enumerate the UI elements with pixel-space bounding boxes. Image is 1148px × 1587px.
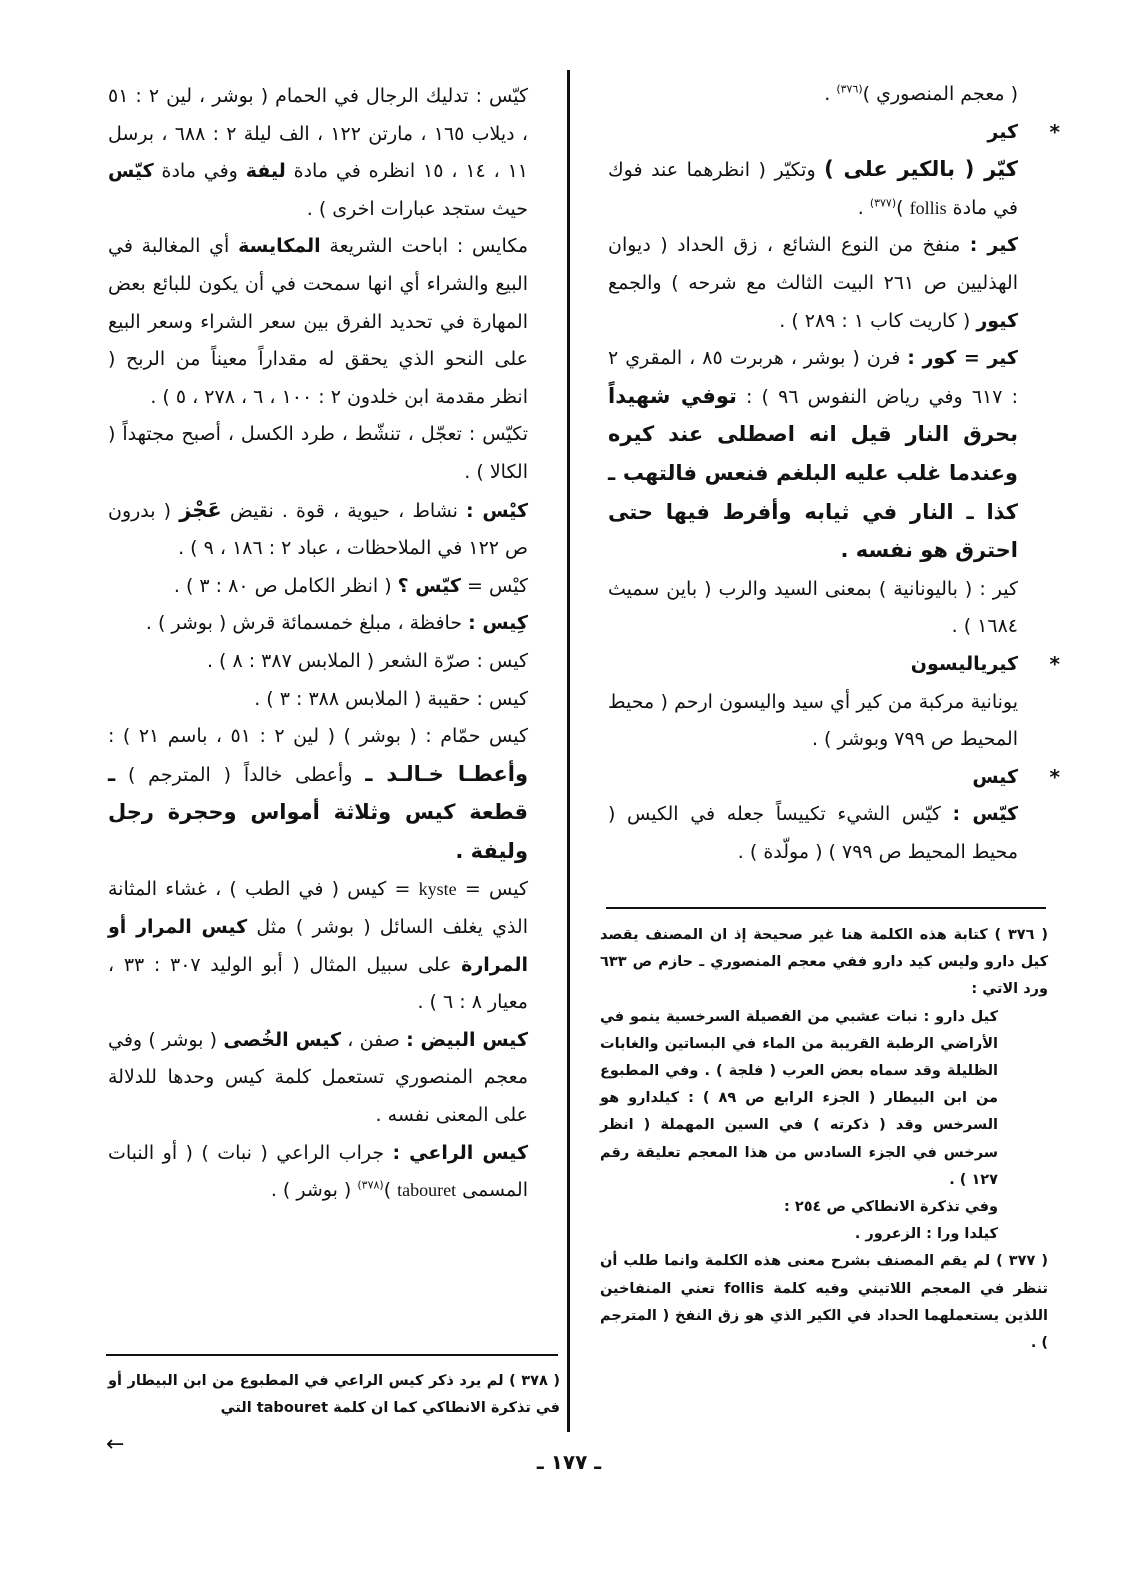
star-marker: * (1049, 764, 1060, 789)
left-column (108, 78, 528, 1210)
footnote-376-line: كيلدا ورا : الزعرور . (854, 1226, 998, 1243)
footnotes-left (108, 1368, 560, 1422)
footnote-378: ( ٣٧٨ ) لم يرد ذكر كيس الراعي في المطبوع من ابن البيطار أو في تذكرة الانطاكي كما ان كلمة tabouret التي (108, 1373, 560, 1417)
footnote-376-body: كيل دارو : نبات عشبي من الفصيلة السرخسية ينمو في الأراضي الرطبة القريبة من الماء في البساتين والغابات الظليلة وقد سماه بعض العرب ( فلجة ) . وفي المطبوع من ابن البيطار ( الجزء الرابع ص ٨٩ ) : كيلدارو هو السرخس وقد ( ذكرته ) في السين المهملة ( انظر سرخس في الجزء السادس من هذا المعجم تعليقة رقم ١٢٧ ) . (600, 1008, 998, 1188)
footnotes-right (600, 922, 1048, 1357)
footnote-376: ( ٣٧٦ ) كتابة هذه الكلمة هنا غير صحيحة إذ ان المصنف يقصد كيل دارو وليس كيد دارو ففي معجم المنصوري ـ حازم ص ٦٣٣ ورد الاتي : (600, 927, 1048, 998)
footnote-ref-378[interactable]: (٣٧٨) (357, 1178, 384, 1192)
column-divider (567, 70, 570, 1432)
entry-paragraph: كيس حمّام : ( بوشر ) ( لين ٢ : ٥١ ، باسم ٢١ ) : وأعطـا خـالـد ـ وأعطى خالداً ( المترجم ) ـ قطعة كيس وثلاثة أمواس وحجرة رجل وليفة . (108, 725, 528, 863)
entry-paragraph: تكيّس : تعجّل ، تنشّط ، طرد الكسل ، أصبح مجتهداً ( الكالا ) . (108, 423, 528, 483)
headword-kyrie: * كيرياليسون (608, 646, 1018, 684)
footnote-rule-left (106, 1354, 558, 1356)
headword-kir: * كير (608, 114, 1018, 152)
star-marker: * (1049, 119, 1060, 144)
footnote-377: ( ٣٧٧ ) لم يقم المصنف بشرح معنى هذه الكلمة وانما طلب أن تنظر في المعجم اللاتيني وفيه كلمة follis تعني المنفاخين اللذين يستعملهما الحداد في الكير الذي هو زق النفخ ( المترجم ) . (600, 1253, 1048, 1352)
page-number: ـ ١٧٧ ـ (536, 1450, 602, 1474)
entry-paragraph: كيس البيض : صفن ، كيس الخُصى ( بوشر ) وفي معجم المنصوري تستعمل كلمة كيس وحدها للدلالة على المعنى نفسه . (108, 1028, 528, 1127)
entry-paragraph: كيْس = كيّس ؟ ( انظر الكامل ص ٨٠ : ٣ ) . (173, 574, 528, 597)
footnote-ref-377[interactable]: (٣٧٧) (869, 196, 897, 210)
entry-paragraph: كير = كور : فرن ( بوشر ، هربرت ٨٥ ، المقري ٢ : ٦١٧ وفي رياض النفوس ٩٦ ) : توفي شهيداً بحرق النار قيل انه اصطلى عند كيره وعندما غلب عليه البلغم فنعس فالتهب ـ كذا ـ النار في ثيابه وأفرط فيها حتى احترق هو نفسه . (608, 347, 1018, 563)
entry-paragraph: كيّر ( بالكير على ) وتكيّر ( انظرهما عند فوك في مادة follis )$^{(٣٧٧)}$ . (608, 157, 1018, 219)
entry-paragraph: ( معجم المنصوري )$^{(٣٧٦)}$ . (824, 82, 1018, 105)
continue-arrow-icon: ← (106, 1432, 125, 1457)
right-column (608, 76, 1060, 871)
headword-kis: * كيس (608, 759, 1018, 797)
footnote-376-line: وفي تذكرة الانطاكي ص ٢٥٤ : (783, 1199, 998, 1216)
entry-paragraph: مكايس : اباحت الشريعة المكايسة أي المغالبة في البيع والشراء أي انها سمحت في أن يكون للبائع بعض المهارة في تحديد الفرق بين سعر الشراء وسعر البيع على النحو الذي يحقق له مقداراً معيناً من الربح ( انظر مقدمة ابن خلدون ٢ : ١٠٠ ، ٦ ، ٢٧٨ ، ٥ ) . (108, 235, 528, 408)
entry-paragraph: كيس = kyste = كيس ( في الطب ) ، غشاء المثانة الذي يغلف السائل ( بوشر ) مثل كيس المرار أو المرارة على سبيل المثال ( أبو الوليد ٣٠٧ : ٣٣ ، معيار ٨ : ٦ ) . (108, 878, 528, 1014)
entry-paragraph: كير : ( باليونانية ) بمعنى السيد والرب ( باين سميث ١٦٨٤ ) . (608, 577, 1018, 638)
entry-paragraph: كيس : حقيبة ( الملابس ٣٨٨ : ٣ ) . (254, 687, 528, 710)
footnote-rule-right (606, 907, 1046, 909)
entry-paragraph: كِيس : حافظة ، مبلغ خمسمائة قرش ( بوشر ) . (145, 612, 528, 635)
entry-paragraph: كيّس : كيّس الشيء تكييساً جعله في الكيس ( محيط المحيط ص ٧٩٩ ) ( مولّدة ) . (608, 803, 1018, 863)
footnote-ref-376[interactable]: (٣٧٦) (836, 82, 863, 96)
entry-paragraph: كيّس : تدليك الرجال في الحمام ( بوشر ، لين ٢ : ٥١ ، ديلاب ١٦٥ ، مارتن ١٢٢ ، الف ليلة ٢ : ٦٨٨ ، برسل ١١ ، ١٤ ، ١٥ انظره في مادة ليفة وفي مادة كيّس حيث ستجد عبارات اخرى ) . (108, 85, 529, 220)
star-marker: * (1049, 651, 1060, 676)
entry-paragraph: كير : منفخ من النوع الشائع ، زق الحداد ( ديوان الهذليين ص ٢٦١ البيت الثالث مع شرحه ) والجمع كيور ( كاريت كاب ١ : ٢٨٩ ) . (608, 234, 1018, 332)
entry-paragraph: كيس : صرّة الشعر ( الملابس ٣٨٧ : ٨ ) . (206, 649, 528, 672)
entry-paragraph: كيْس : نشاط ، حيوية ، قوة . نقيض عَجْز ( بدرون ص ١٢٢ في الملاحظات ، عباد ٢ : ١٨٦ ، ٩ ) . (108, 497, 528, 560)
entry-paragraph: كيس الراعي : جراب الراعي ( نبات ) ( أو النبات المسمى tabouret )$^{(٣٧٨)}$ ( بوشر ) . (108, 1141, 528, 1202)
entry-paragraph: يونانية مركبة من كير أي سيد واليسون ارحم ( محيط المحيط ص ٧٩٩ وبوشر ) . (608, 690, 1018, 751)
